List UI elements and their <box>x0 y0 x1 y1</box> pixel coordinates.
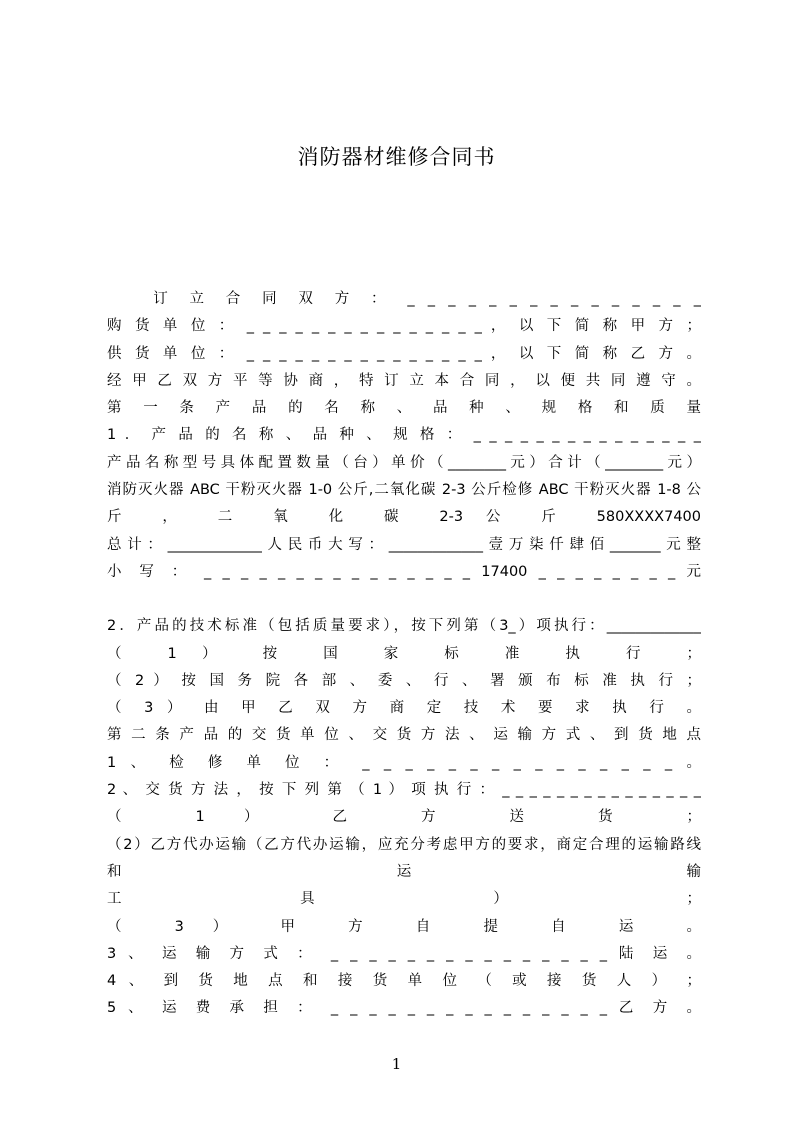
product-detail-line-2: 斤 ， 二 氧 化 碳 2-3 公 斤 580XXXX7400 <box>107 509 701 526</box>
product-spec-line: 1 ． 产 品 的 名 称 、 品 种 、 规 格 ： _ _ _ _ _ _ _ _ _ _ _ _ _ _ _ <box>107 427 701 444</box>
total-uppercase-line: 总计：_____________人民币大写：_____________壹万柒仟肆佰_______元整 <box>107 536 701 553</box>
product-detail-line-1: 消防灭火器 ABC 干粉灭火器 1-0 公斤,二氧化碳 2-3 公斤检修 ABC 干粉灭火器 1-8 公 <box>107 482 701 499</box>
transport-mode-line: 3 、 运 输 方 式 ： _ _ _ _ _ _ _ _ _ _ _ _ _ _ _ 陆 运 。 <box>107 945 701 962</box>
arrival-place-line: 4 、 到 货 地 点 和 接 货 单 位 （ 或 接 货 人 ） ； <box>107 973 701 990</box>
freight-line: 5 、 运 费 承 担 ： _ _ _ _ _ _ _ _ _ _ _ _ _ _ _ 乙 方 。 <box>107 1000 701 1017</box>
standard-option-1: （ 1 ） 按 国 家 标 准 执 行 ； <box>107 645 701 662</box>
supplier-line: 供 货 单 位 ： _ _ _ _ _ _ _ _ _ _ _ _ _ _ _ ， 以 下 简 称 乙 方 。 <box>107 345 701 362</box>
delivery-option-2-cont-2: 工 具 ） ； <box>107 891 701 908</box>
page-number: 1 <box>391 1055 402 1073</box>
standard-option-2: （ 2 ） 按 国 务 院 各 部 、 委 、 行 、 署 颁 布 标 准 执 行 ； <box>107 672 701 689</box>
delivery-option-3: （ 3 ） 甲 方 自 提 自 运 。 <box>107 918 701 935</box>
agreement-line: 经 甲 乙 双 方 平 等 协 商 ， 特 订 立 本 合 同 ， 以 便 共 同 遵 守 。 <box>107 372 701 389</box>
tech-standard-line: 2．产品的技术标准（包括质量要求），按下列第（3_）项执行：_____________ <box>107 618 701 635</box>
delivery-option-2: （2）乙方代办运输（乙方代办运输，应充分考虑甲方的要求，商定合理的运输路线 <box>107 836 701 853</box>
article-1-heading: 第 一 条 产 品 的 名 称 、 品 种 、 规 格 和 质 量 <box>107 400 701 417</box>
party-line: 订 立 合 同 双 方 ： _ _ _ _ _ _ _ _ _ _ _ _ _ _ _ <box>107 291 701 307</box>
contract-body <box>107 286 701 1023</box>
buyer-line: 购 货 单 位 ： _ _ _ _ _ _ _ _ _ _ _ _ _ _ _ ， 以 下 简 称 甲 方 ； <box>107 318 701 335</box>
product-table-header: 产品名称型号具体配置数量（台）单价（________元）合计（________元） <box>107 454 701 471</box>
delivery-option-1: （ 1 ） 乙 方 送 货 ； <box>107 809 701 826</box>
standard-option-3: （ 3 ） 由 甲 乙 双 方 商 定 技 术 要 求 执 行 。 <box>107 700 701 717</box>
article-2-heading: 第 二 条 产 品 的 交 货 单 位 、 交 货 方 法 、 运 输 方 式 、 到 货 地 点 <box>107 727 701 744</box>
total-lowercase-line: 小 写 ： _ _ _ _ _ _ _ _ _ _ _ _ _ _ _ 17400 _ _ _ _ _ _ _ _ 元 <box>107 563 701 580</box>
repair-unit-line: 1 、 检 修 单 位 ： _ _ _ _ _ _ _ _ _ _ _ _ _ _ _ 。 <box>107 754 701 771</box>
document-title: 消防器材维修合同书 <box>297 145 496 169</box>
delivery-method-line: 2 、 交 货 方 法 ， 按 下 列 第 （ 1 ） 项 执 行 ： _ _ _ _ _ _ _ _ _ _ _ _ _ _ _ <box>107 782 701 799</box>
delivery-option-2-cont-1: 和 运 输 <box>107 863 701 880</box>
